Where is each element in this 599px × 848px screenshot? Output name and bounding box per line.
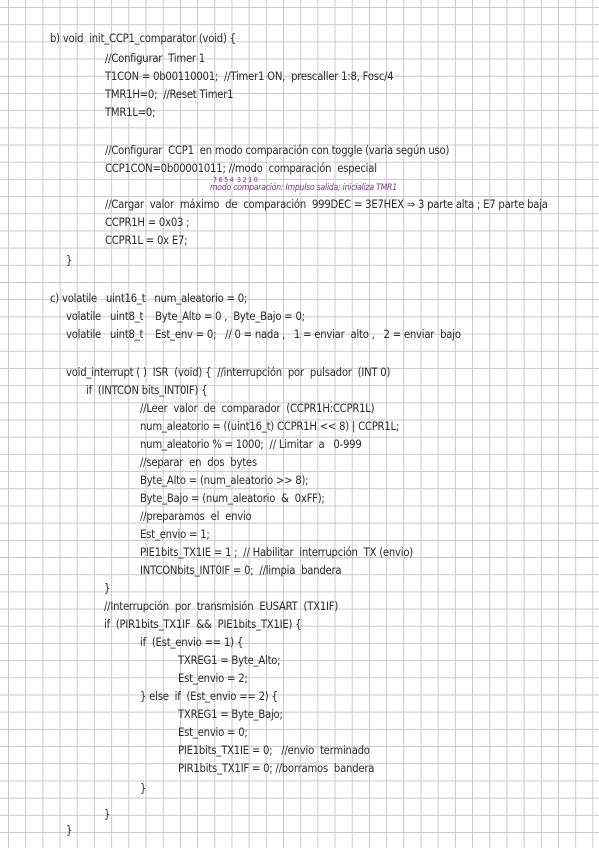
if-int0-close-brace: } [104,582,111,595]
decl-byte-alto-bajo: volatile uint8_t Byte_Alto = 0 , Byte_Bajo = 0; [66,310,305,323]
tmr1h-line: TMR1H=0; //Reset Timer1 [105,88,234,101]
pir1-tx-clear: PIR1bits_TX1IF = 0; //borramos bandera [178,762,375,775]
byte-alto-assign: Byte_Alto = (num_aleatorio >> 8); [140,474,309,487]
comment-configure-timer: //Configurar Timer 1 [105,52,205,65]
clear-int0-flag: INTCONbits_INT0IF = 0; //limpia bandera [140,564,342,577]
t1con-line: T1CON = 0b00110001; //Timer1 ON, prescaller 1:8, Fosc/4 [105,70,394,83]
if-int0-flag: if (INTCON bits_INT0IF) { [86,384,208,397]
init-function-header: b) void init_CCP1_comparator (void) { [50,32,236,45]
txreg-byte-alto: TXREG1 = Byte_Alto; [178,654,281,667]
decl-est-env: volatile uint8_t Est_env = 0; // 0 = nada , 1 = enviar alto , 2 = enviar bajo [66,328,461,341]
bit-number-annotation: 7 6 5 4 3 2 1 0 [213,176,258,184]
num-aleatorio-mod: num_aleatorio % = 1000; // Limitar a 0-999 [140,438,362,451]
decl-num-aleatorio: c) volatile uint16_t num_aleatorio = 0; [50,292,248,305]
comment-load-max: //Cargar valor máximo de comparación 999DEC = 3E7HEX ⇒ 3 parte alta ; E7 parte baja [105,198,548,211]
pie1-tx-disable: PIE1bits_TX1IE = 0; //envio terminado [178,744,370,757]
isr-header: void_interrupt ( ) ISR (void) { //interrupción por pulsador (INT 0) [66,366,391,379]
ccpr1h-line: CCPR1H = 0x03 ; [105,216,190,229]
ccpr1l-line: CCPR1L = 0x E7; [105,234,188,247]
comment-configure-ccp: //Configurar CCP1 en modo comparación con toggle (varia según uso) [105,144,450,157]
comment-prepare-send: //preparamos el envio [140,510,252,523]
if-est-envio-1: if (Est_envio == 1) { [140,636,244,649]
pie1-tx-enable: PIE1bits_TX1IE = 1 ; // Habilitar interrupción TX (envio) [140,546,413,559]
num-aleatorio-calc: num_aleatorio = ((uint16_t) CCPR1H << 8) | CCPR1L; [140,420,400,433]
est-envio-2: Est_envio = 2; [178,672,248,685]
est-envio-1: Est_envio = 1; [140,528,210,541]
if-tx-flag: if (PIR1bits_TX1IF && PIE1bits_TX1IE) { [104,618,302,631]
est-envio-0: Est_envio = 0; [178,726,248,739]
if-est-close-brace: } [140,782,147,795]
txreg-byte-bajo: TXREG1 = Byte_Bajo; [178,708,283,721]
comment-split-bytes: //separar en dos bytes [140,456,257,469]
if-tx-close-brace: } [104,808,111,821]
mode-note-annotation: modo comparación: Impulso salida; inicializa TMR1 [210,183,397,193]
init-close-brace: } [66,254,73,267]
tmr1l-line: TMR1L=0; [105,106,156,119]
byte-bajo-assign: Byte_Bajo = (num_aleatorio & 0xFF); [140,492,325,505]
else-if-est-envio-2: } else if (Est_envio == 2) { [140,690,278,703]
isr-close-brace: } [66,824,73,837]
comment-read-comparator: //Leer valor de comparador (CCPR1H:CCPR1L) [140,402,375,415]
comment-tx-interrupt: //Interrupción por transmisión EUSART (TX1IF) [104,600,339,613]
ccp1con-line: CCP1CON=0b00001011; //modo comparación especial [105,162,377,175]
